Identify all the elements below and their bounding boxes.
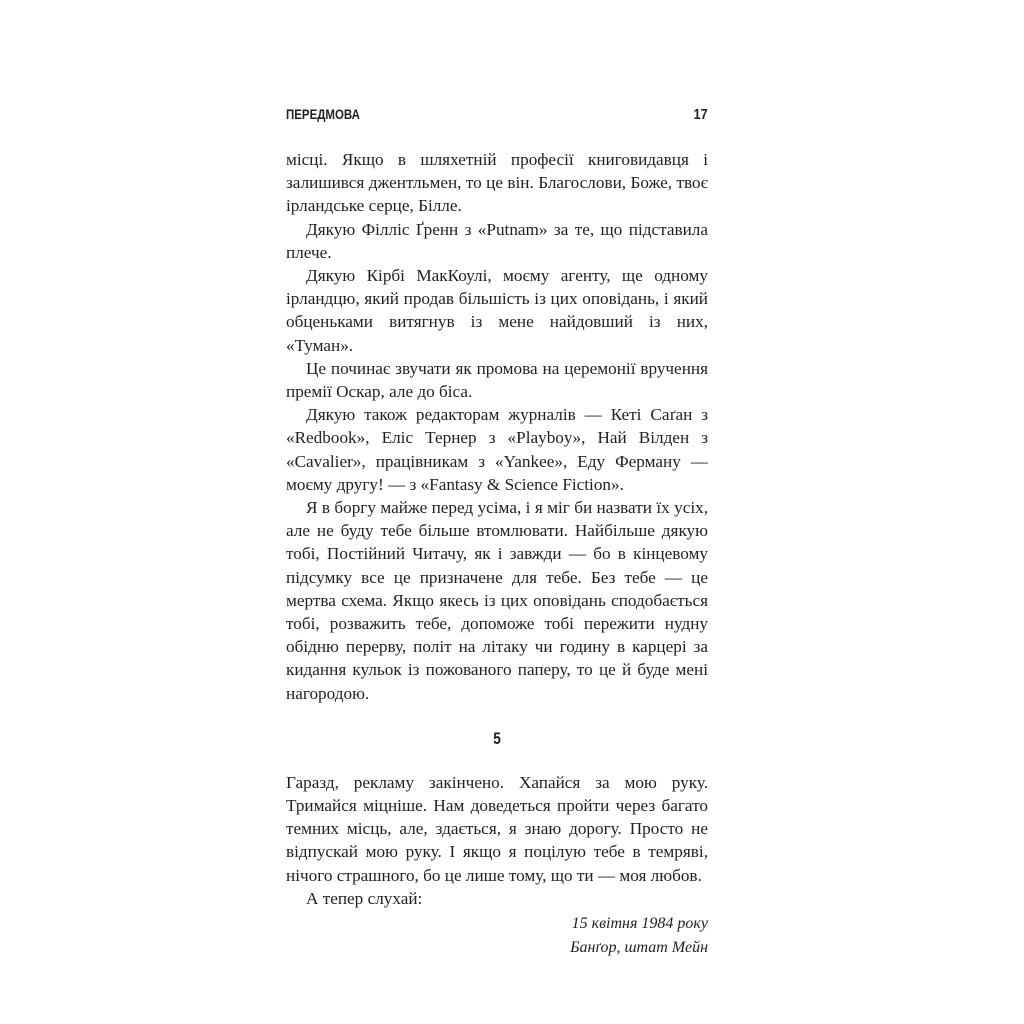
paragraph: Це починає звучати як промова на церемонії вручення премії Оскар, але до біса.	[286, 358, 708, 402]
page-number: 17	[693, 106, 708, 123]
paragraph: Дякую Кірбі МакКоулі, моєму агенту, ще одному ірландцю, який продав більшість із цих оповідань, і який обценьками витягнув із мене найдовший із них, «Туман».	[286, 266, 708, 355]
book-page	[286, 0, 708, 1024]
section-number: 5	[493, 728, 501, 748]
signature-date: 15 квітня 1984 року	[571, 915, 708, 933]
running-title: ПЕРЕДМОВА	[286, 106, 360, 122]
paragraph: А тепер слухай:	[306, 888, 423, 908]
running-head	[286, 106, 632, 126]
signature-block	[286, 912, 708, 959]
paragraph: Дякую Філліс Ґренн з «Putnam» за те, що підставила плече.	[286, 219, 708, 262]
paragraph: місці. Якщо в шляхетній професії книговидавця і залишився джентльмен, то це він. Благослови, Боже, твоє ірландське серце, Білле.	[286, 150, 708, 216]
paragraph: Гаразд, рекламу закінчено. Хапайся за мою руку. Тримайся міцніше. Нам доведеться пройти через багато темних місць, але, здається, я знаю дорогу. Просто не відпускай мою руку. І якщо я поцілую тебе в темряві, нічого страшного, бо це лише тому, що ти — моя любов.	[286, 772, 708, 885]
paragraph: Я в боргу майже перед усіма, і я міг би назвати їх усіх, але не буду тебе більше втомлювати. Найбільше дякую тобі, Постійний Читачу, як і завжди — бо в кінцевому підсумку все це призначене для тебе. Без тебе — це мертва схема. Якщо якесь із цих оповідань сподобається тобі, розважить тебе, допоможе тобі пережити нудну обідню перерву, політ на літаку чи годину в карцері за кидання кульок із пожованого паперу, то це й буде мені нагородою.	[286, 498, 708, 703]
signature-place: Банґор, штат Мейн	[570, 938, 708, 956]
body-text	[286, 148, 708, 959]
paragraph: Дякую також редакторам журналів — Кеті Саґан з «Redbook», Еліс Тернер з «Playboy», Най Вілден з «Cavalier», працівникам з «Yankee», Еду Ферману — моєму другу! — з «Fantasy & Science Fiction».	[286, 405, 708, 494]
